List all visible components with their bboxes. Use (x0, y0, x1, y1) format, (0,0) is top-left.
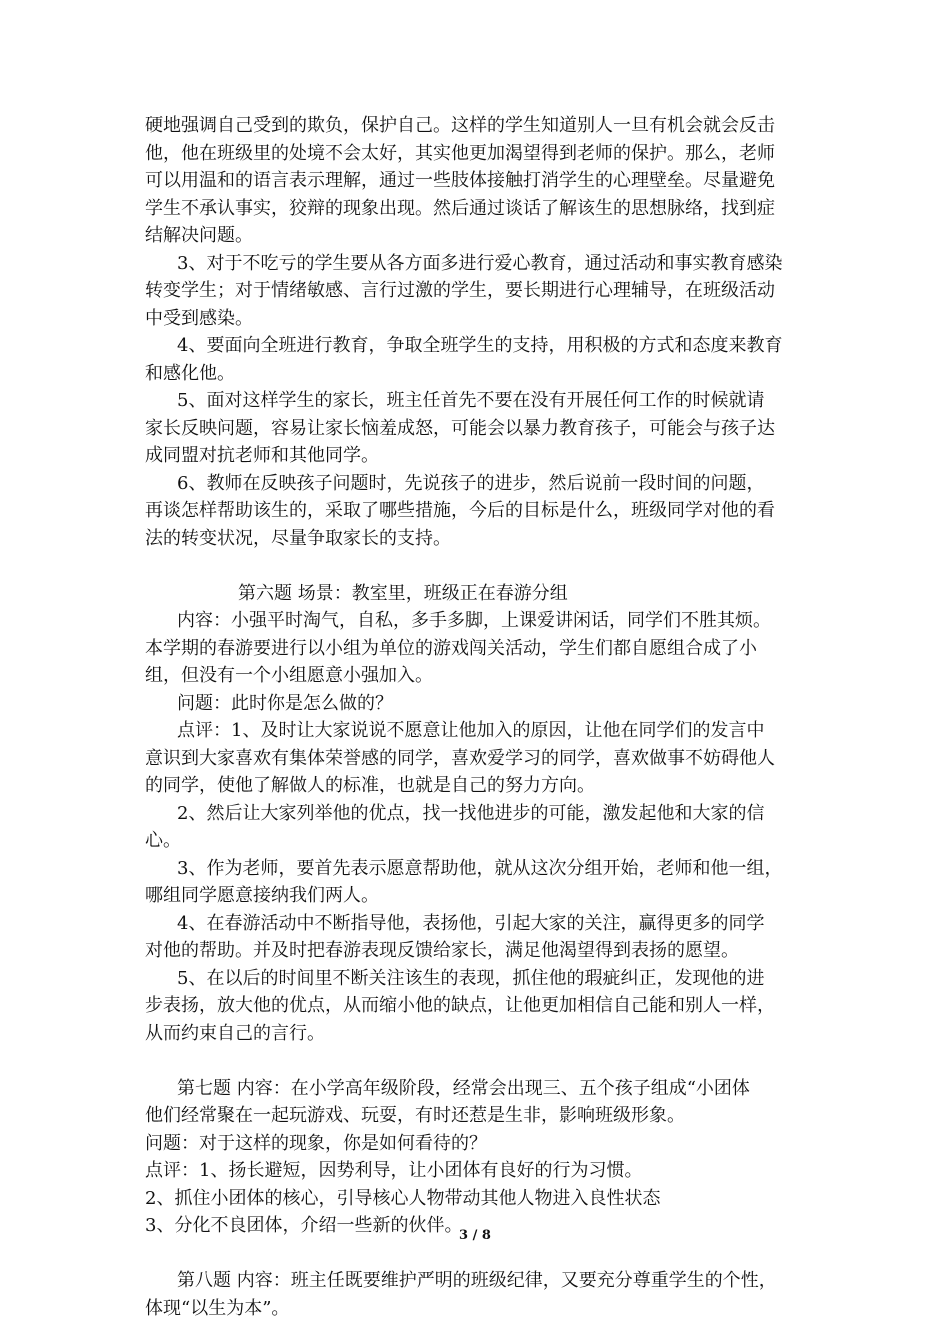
text-line: 中受到感染。 (145, 307, 253, 329)
text-line: 法的转变状况，尽量争取家长的支持。 (145, 527, 451, 549)
text-line: 5、在以后的时间里不断关注该生的表现，抓住他的瑕疵纠正，发现他的进 (177, 967, 765, 989)
text-line: 他们经常聚在一起玩游戏、玩耍，有时还惹是生非，影响班级形象。 (145, 1105, 685, 1126)
paragraph-gap (145, 1240, 815, 1268)
text-line: 问题：此时你是怎么做的？ (177, 692, 393, 714)
text-line: 2、抓住小团体的核心，引导核心人物带动其他人物进入良性状态 (145, 1187, 661, 1209)
text-line: 对他的帮助。并及时把春游表现反馈给家长，满足他渴望得到表扬的愿望。 (145, 940, 739, 961)
text-line: 心。 (145, 830, 181, 851)
text-line: 第八题 内容：班主任既要维护严明的班级纪律，又要充分尊重学生的个性， (177, 1270, 777, 1291)
text-line: 5、面对这样学生的家长，班主任首先不要在没有开展任何工作的时候就请 (177, 390, 765, 411)
text-line: 和感化他。 (145, 362, 235, 384)
text-line: 2、然后让大家列举他的优点，找一找他进步的可能，激发起他和大家的信 (177, 802, 765, 824)
text-line: 体现“以生为本”。 (145, 1297, 290, 1319)
text-line: 点评：1、扬长避短，因势利导，让小团体有良好的行为习惯。 (145, 1160, 643, 1181)
paragraph-gap (145, 552, 815, 580)
text-line: 4、要面向全班进行教育，争取全班学生的支持，用积极的方式和态度来教育 (177, 335, 783, 356)
text-line: 3、分化不良团体，介绍一些新的伙伴。 (145, 1215, 463, 1236)
text-line: 他，他在班级里的处境不会太好，其实他更加渴望得到老师的保护。那么，老师 (145, 142, 775, 164)
document-body (145, 112, 815, 1322)
text-line: 再谈怎样帮助该生的，采取了哪些措施，今后的目标是什么，班级同学对他的看 (145, 500, 775, 521)
text-line: 4、在春游活动中不断指导他，表扬他，引起大家的关注，赢得更多的同学 (177, 912, 765, 934)
text-line: 转变学生；对于情绪敏感、言行过激的学生，要长期进行心理辅导，在班级活动 (145, 280, 775, 301)
text-line: 硬地强调自己受到的欺负，保护自己。这样的学生知道别人一旦有机会就会反击 (145, 115, 775, 136)
text-line: 成同盟对抗老师和其他同学。 (145, 445, 379, 466)
text-line: 从而约束自己的言行。 (145, 1022, 325, 1044)
text-line: 本学期的春游要进行以小组为单位的游戏闯关活动，学生们都自愿组合成了小 (145, 637, 757, 659)
text-line: 问题：对于这样的现象，你是如何看待的？ (145, 1132, 487, 1154)
text-line: 内容：小强平时淘气，自私，多手多脚，上课爱讲闲话，同学们不胜其烦。 (177, 610, 771, 631)
text-line: 第七题 内容：在小学高年级阶段，经常会出现三、五个孩子组成“小团体 (177, 1077, 750, 1099)
text-line: 哪组同学愿意接纳我们两人。 (145, 885, 379, 906)
text-line: 点评：1、及时让大家说说不愿意让他加入的原因，让他在同学们的发言中 (177, 720, 765, 741)
text-line: 学生不承认事实，狡辩的现象出现。然后通过谈话了解该生的思想脉络，找到症 (145, 197, 775, 219)
text-line: 6、教师在反映孩子问题时，先说孩子的进步，然后说前一段时间的问题， (177, 472, 765, 494)
text-line: 可以用温和的语言表示理解，通过一些肢体接触打消学生的心理壁垒。尽量避免 (145, 170, 775, 191)
text-line: 意识到大家喜欢有集体荣誉感的同学，喜欢爱学习的同学，喜欢做事不妨碍他人 (145, 747, 775, 769)
text-line: 组，但没有一个小组愿意小强加入。 (145, 665, 433, 686)
text-line: 第六题 场景：教室里，班级正在春游分组 (238, 582, 568, 604)
text-line: 的同学，使他了解做人的标准，也就是自己的努力方向。 (145, 775, 595, 796)
paragraph-gap (145, 1047, 815, 1075)
text-line: 3、作为老师，要首先表示愿意帮助他，就从这次分组开始，老师和他一组， (177, 857, 783, 879)
text-line: 步表扬，放大他的优点，从而缩小他的缺点，让他更加相信自己能和别人一样， (145, 995, 775, 1016)
text-line: 结解决问题。 (145, 225, 253, 246)
page-number: 3 / 8 (459, 1228, 491, 1243)
text-line: 3、对于不吃亏的学生要从各方面多进行爱心教育，通过活动和事实教育感染 (177, 252, 783, 274)
text-line: 家长反映问题，容易让家长恼羞成怒，可能会以暴力教育孩子，可能会与孩子达 (145, 417, 775, 439)
